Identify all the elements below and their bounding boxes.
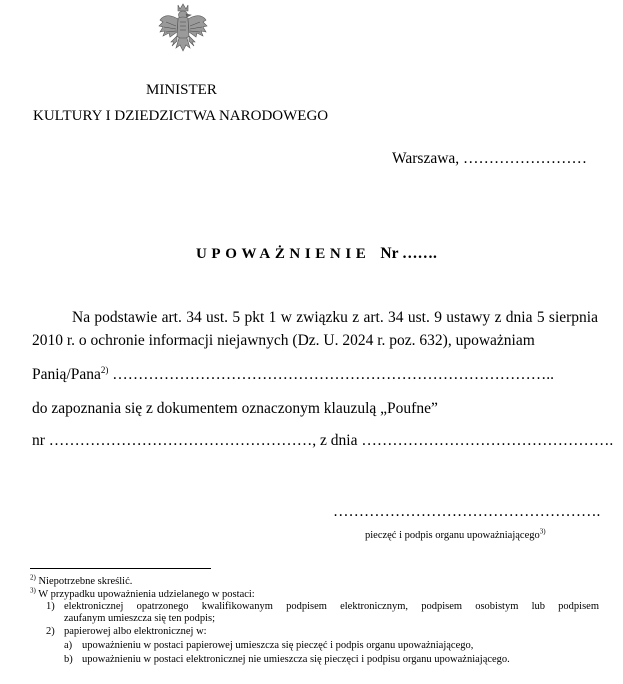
footnote-2-text: Niepotrzebne skreślić. xyxy=(38,576,133,587)
footnote-3-text: W przypadku upoważnienia udzielanego w postaci: xyxy=(38,589,255,600)
paragraph-line-2: 2010 r. o ochronie informacji niejawnych (Dz. U. 2024 r. poz. 632), upoważniam xyxy=(32,332,535,349)
footnote-item-2b-text: upoważnieniu w postaci elektronicznej nie umieszcza się pieczęci i podpisu organu upoważniającego. xyxy=(82,654,510,665)
footnote-item-1-line-1: elektronicznej opatrzonego kwalifikowanym podpisem elektronicznym, podpisem osobistym lub podpisem xyxy=(64,601,599,612)
signature-dots: ……………………………………………. xyxy=(333,503,601,520)
eagle-emblem-icon xyxy=(158,2,208,54)
footnote-item-2b-letter: b) xyxy=(64,654,73,665)
ministry-name: KULTURY I DZIEDZICTWA NARODOWEGO xyxy=(33,108,329,124)
nr-fill-dots: ……………………………………………, z dnia xyxy=(48,432,358,449)
footnote-2 xyxy=(30,573,133,589)
place-date-line: Warszawa, …………………… xyxy=(392,150,588,167)
signature-caption-text: pieczęć i podpis organu upoważniającego xyxy=(365,530,540,541)
footnote-ref-2: 2) xyxy=(100,364,109,375)
paragraph-line-1: Na podstawie art. 34 ust. 5 pkt 1 w związku z art. 34 ust. 9 ustawy z dnia 5 sierpnia xyxy=(72,309,598,326)
person-line xyxy=(32,366,554,384)
footnote-item-1-num: 1) xyxy=(46,601,55,612)
person-fill-dots: ………………………………………………………………………….. xyxy=(112,366,554,383)
footnote-item-2a-text: upoważnieniu w postaci papierowej umieszcza się pieczęć i podpis organu upoważniającego, xyxy=(82,640,474,651)
person-label: Panią/Pana xyxy=(32,366,101,383)
footnote-divider xyxy=(30,568,211,569)
nr-label: nr xyxy=(32,432,45,449)
footnote-item-2-num: 2) xyxy=(46,626,55,637)
footnote-item-1-line-2: zaufanym umieszcza się ten podpis; xyxy=(64,613,216,624)
document-title xyxy=(196,245,437,263)
signature-caption xyxy=(365,527,546,541)
date-fill-dots: …………………………………………. xyxy=(361,432,614,449)
footnote-2-mark: 2) xyxy=(30,573,36,582)
access-clause: do zapoznania się z dokumentem oznaczonym klauzulą „Poufne” xyxy=(32,400,438,417)
title-number: Nr ……. xyxy=(380,245,437,262)
title-heading: UPOWAŻNIENIE xyxy=(196,246,371,262)
minister-title: MINISTER xyxy=(146,82,217,98)
footnote-3-mark: 3) xyxy=(30,586,36,595)
footnote-item-2-text: papierowej albo elektronicznej w: xyxy=(64,626,207,637)
footnote-3 xyxy=(30,586,255,602)
footnote-ref-3: 3) xyxy=(539,527,546,536)
footnote-item-2a-letter: a) xyxy=(64,640,73,651)
document-number-line xyxy=(32,432,613,450)
